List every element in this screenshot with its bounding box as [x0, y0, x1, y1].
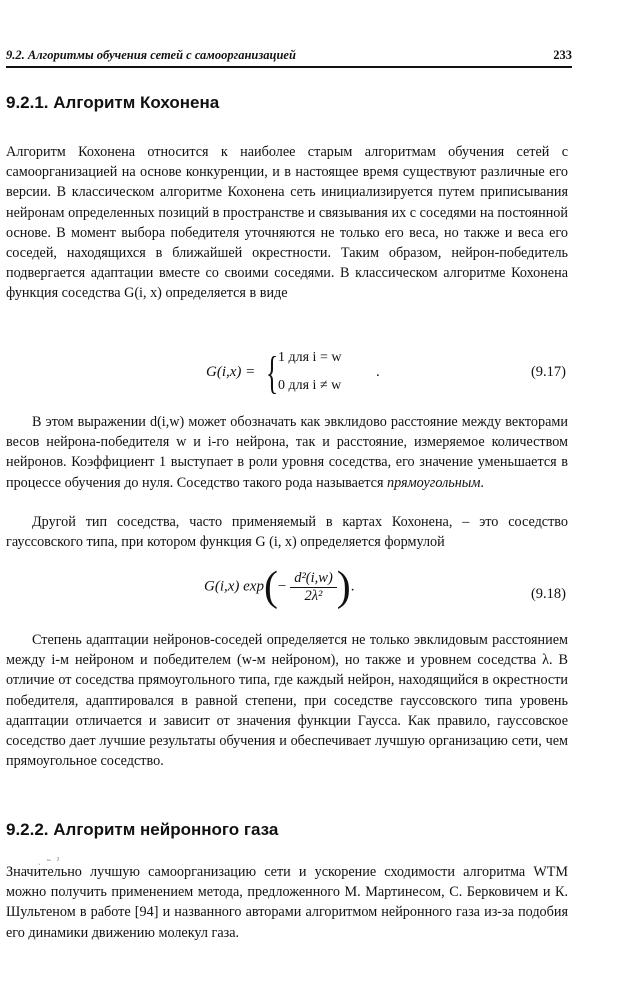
paragraph-kohonen-intro: Алгоритм Кохонена относится к наиболее старым алгоритмам обучения сетей с самоорганизацией на основе конкуренции, и в настоящее время существуют различные его версии. В классическом алгоритме Кохонена сеть инициализируется путем приписывания нейронам определенных позиций в пространстве и связывания их с соседями на постоянной основе. В момент выбора победителя уточняются не только его веса, но также и веса его соседей, находящихся в ближайшей окрестности. Таким образом, нейрон-победитель подвергается адаптации вместе со своими соседями. В классическом алгоритме Кохонена функция соседства G(i, x) определяется в виде: [6, 144, 568, 302]
eq2-fraction: [290, 570, 337, 605]
scan-artifact: ˏ ~ ˀ: [38, 856, 61, 865]
eq1-tail: .: [376, 364, 380, 380]
equation-9-18: [0, 566, 572, 626]
p2-text: В этом выражении d(i,w) может обозначать как эвклидово расстояние между векторами весов нейрона-победителя w и i-го нейрона, так и расстояние, измеряемое количеством нейронов. Коэффициент 1 выступает в роли уровня соседства, его значение уменьшается в процессе обучения до нуля. Соседство такого рода называется: [6, 414, 568, 491]
eq1-brace: {: [266, 347, 279, 398]
eq2-right-paren: ): [336, 564, 351, 610]
eq1-case-1: 1 для i = w: [278, 350, 342, 365]
eq2-number: (9.18): [530, 586, 566, 602]
running-header: [6, 48, 572, 68]
p2-emphasis: прямоугольным: [387, 474, 481, 491]
eq1-case-2: 0 для i ≠ w: [278, 378, 342, 393]
page-number: 233: [553, 48, 572, 62]
p2-end: .: [480, 474, 484, 491]
eq1-number: (9.17): [530, 364, 566, 380]
eq1-lhs: G(i,x) =: [206, 364, 256, 380]
eq2-denominator: 2λ²: [304, 587, 323, 604]
paragraph-adaptation: Степень адаптации нейронов-соседей определяется не только эвклидовым расстоянием между i-м нейроном и победителем (w-м нейроном), но также и уровнем соседства λ. В отличие от соседства прямоугольного типа, где каждый нейрон, находящийся в окрестности победителя, адаптировался в равной степени, при соседстве гауссовского типа уровень адаптации отличается и зависит от значения функции Гаусса. Как правило, гауссовское соседство дает лучшие результаты обучения и обеспечивает лучшую организацию сети, чем прямоугольное соседство.: [6, 632, 568, 770]
section-heading-neural-gas: 9.2.2. Алгоритм нейронного газа: [6, 820, 279, 839]
eq2-left-paren: (: [263, 564, 278, 610]
paragraph-neural-gas: Значительно лучшую самоорганизацию сети и ускорение сходимости алгоритма WTM можно получить применением метода, предложенного М. Мартинесом, С. Берковичем и К. Шультеном в работе [94] и названного авторами алгоритмом нейронного газа из-за подобия его динамики движению молекул газа.: [6, 864, 568, 941]
eq2-minus: −: [277, 578, 287, 595]
eq2-lhs: G(i,x) exp: [204, 578, 264, 595]
paragraph-gaussian: Другой тип соседства, часто применяемый в картах Кохонена, – это соседство гауссовского типа, при котором функция G (i, x) определяется формулой: [6, 514, 568, 551]
equation-9-17: [0, 347, 572, 402]
running-header-title: 9.2. Алгоритмы обучения сетей с самоорганизацией: [6, 48, 296, 62]
eq2-tail: .: [350, 578, 355, 595]
eq2-numerator: d²(i,w): [290, 570, 337, 588]
paragraph-distance: [6, 412, 568, 493]
section-heading-kohonen: 9.2.1. Алгоритм Кохонена: [6, 93, 220, 112]
